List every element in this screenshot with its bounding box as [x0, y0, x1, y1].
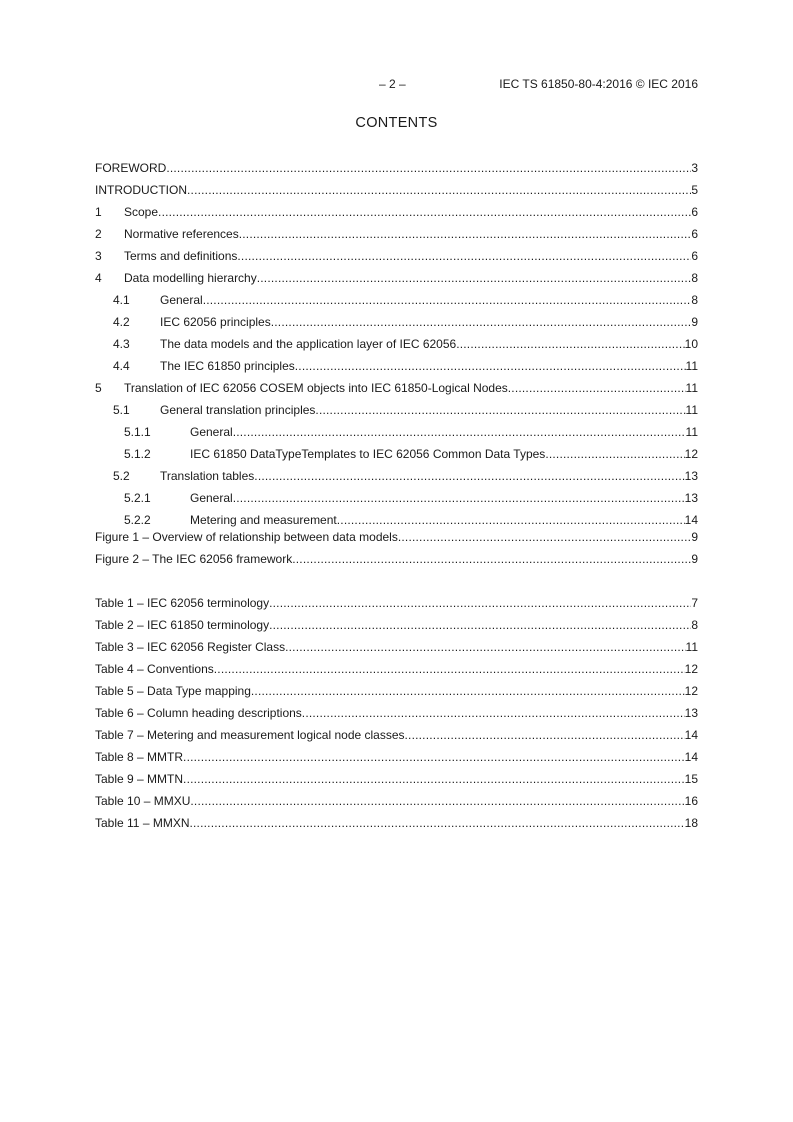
dot-leader: [183, 768, 685, 790]
toc-entry[interactable]: [95, 201, 698, 223]
dot-leader: [292, 548, 691, 570]
toc-entry-label: Figure 1 – Overview of relationship between data models: [95, 530, 398, 544]
toc-entry-page: 16: [684, 794, 698, 808]
toc-entry-page: 9: [691, 315, 698, 329]
toc-entry-page: 8: [691, 618, 698, 632]
list-of-figures: [95, 526, 698, 570]
dot-leader: [189, 812, 684, 834]
toc-entry-page: 18: [684, 816, 698, 830]
toc-entry-label: Metering and measurement: [190, 513, 337, 527]
toc-entry-page: 11: [685, 640, 698, 654]
dot-leader: [183, 746, 685, 768]
toc-entry-page: 11: [685, 425, 698, 439]
toc-entry[interactable]: [95, 289, 698, 311]
toc-entry-number: 4.1: [113, 293, 130, 307]
dot-leader: [508, 377, 686, 399]
toc-entry-page: 9: [691, 530, 698, 544]
toc-entry-label: General: [160, 293, 203, 307]
toc-entry-page: 3: [691, 161, 698, 175]
dot-leader: [233, 487, 685, 509]
table-list-entry[interactable]: [95, 592, 698, 614]
toc-entry-label: INTRODUCTION: [95, 183, 187, 197]
toc-entry-number: 5.2: [113, 469, 130, 483]
figure-list-entry[interactable]: [95, 548, 698, 570]
toc-entry[interactable]: [95, 487, 698, 509]
dot-leader: [398, 526, 691, 548]
table-list-entry[interactable]: [95, 746, 698, 768]
toc-entry-number: 5.1: [113, 403, 130, 417]
toc-entry-label: Table 8 – MMTR: [95, 750, 184, 764]
toc-entry[interactable]: [95, 355, 698, 377]
toc-entry[interactable]: [95, 245, 698, 267]
toc-entry-label: Translation of IEC 62056 COSEM objects into IEC 61850-Logical Nodes: [124, 381, 508, 395]
toc-entry-label: FOREWORD: [95, 161, 167, 175]
toc-entry-label: Scope: [124, 205, 159, 219]
dot-leader: [203, 289, 692, 311]
toc-entry-label: Table 7 – Metering and measurement logical node classes: [95, 728, 405, 742]
toc-entry-page: 6: [691, 249, 698, 263]
header-page-number: – 2 –: [379, 77, 406, 91]
dot-leader: [545, 443, 684, 465]
dot-leader: [214, 658, 685, 680]
dot-leader: [257, 267, 692, 289]
toc-entry[interactable]: [95, 399, 698, 421]
toc-entry-label: General translation principles: [160, 403, 316, 417]
table-list-entry[interactable]: [95, 790, 698, 812]
toc-entry[interactable]: [95, 443, 698, 465]
toc-entry[interactable]: [95, 179, 698, 201]
dot-leader: [237, 245, 691, 267]
table-list-entry[interactable]: [95, 636, 698, 658]
toc-entry[interactable]: [95, 377, 698, 399]
toc-entry-label: Table 4 – Conventions: [95, 662, 214, 676]
toc-entry[interactable]: [95, 311, 698, 333]
toc-entry-label: The IEC 61850 principles: [160, 359, 295, 373]
toc-entry-page: 6: [691, 205, 698, 219]
table-list-entry[interactable]: [95, 812, 698, 834]
toc-entry-number: 4.2: [113, 315, 130, 329]
toc-entry-label: Table 1 – IEC 62056 terminology: [95, 596, 270, 610]
toc-entry-page: 6: [691, 227, 698, 241]
toc-entry-number: 4.3: [113, 337, 130, 351]
dot-leader: [166, 157, 691, 179]
toc-entry-number: 4: [95, 271, 102, 285]
dot-leader: [271, 311, 692, 333]
toc-entry-label: General: [190, 425, 233, 439]
toc-entry-page: 11: [685, 403, 698, 417]
toc-entry[interactable]: [95, 267, 698, 289]
page-header: [95, 76, 698, 92]
toc-entry-label: General: [190, 491, 233, 505]
toc-entry-label: IEC 62056 principles: [160, 315, 271, 329]
toc-entry-page: 13: [684, 706, 698, 720]
toc-entry-page: 14: [684, 513, 698, 527]
dot-leader: [251, 680, 685, 702]
toc-entry-label: Table 3 – IEC 62056 Register Class: [95, 640, 286, 654]
toc-entry-number: 4.4: [113, 359, 130, 373]
toc-entry-number: 1: [95, 205, 102, 219]
toc-entry-label: The data models and the application layer of IEC 62056: [160, 337, 457, 351]
toc-entry[interactable]: [95, 421, 698, 443]
list-of-tables: [95, 592, 698, 834]
toc-entry-page: 5: [691, 183, 698, 197]
toc-entry-page: 12: [684, 447, 698, 461]
toc-entry-page: 11: [685, 359, 698, 373]
toc-entry-number: 2: [95, 227, 102, 241]
toc-entry-label: Translation tables: [160, 469, 255, 483]
toc-entry-label: Table 9 – MMTN: [95, 772, 184, 786]
toc-entry-label: IEC 61850 DataTypeTemplates to IEC 62056 Common Data Types: [190, 447, 546, 461]
figure-list-entry[interactable]: [95, 526, 698, 548]
toc-entry-label: Figure 2 – The IEC 62056 framework: [95, 552, 293, 566]
table-list-entry[interactable]: [95, 614, 698, 636]
toc-entry-page: 13: [684, 469, 698, 483]
toc-entry-number: 5.2.1: [124, 491, 151, 505]
dot-leader: [315, 399, 685, 421]
toc-entry-page: 10: [684, 337, 698, 351]
table-of-contents: [95, 157, 698, 531]
toc-entry-label: Table 6 – Column heading descriptions: [95, 706, 302, 720]
toc-entry-page: 14: [684, 728, 698, 742]
toc-entry[interactable]: [95, 157, 698, 179]
toc-entry-page: 7: [691, 596, 698, 610]
toc-entry[interactable]: [95, 223, 698, 245]
toc-entry-number: 3: [95, 249, 102, 263]
dot-leader: [302, 702, 685, 724]
dot-leader: [285, 636, 685, 658]
toc-entry-label: Data modelling hierarchy: [124, 271, 257, 285]
toc-entry[interactable]: [95, 333, 698, 355]
dot-leader: [254, 465, 684, 487]
toc-entry-number: 5.2.2: [124, 513, 151, 527]
toc-entry-label: Terms and definitions: [124, 249, 238, 263]
header-standard-id: IEC TS 61850-80-4:2016 © IEC 2016: [499, 77, 698, 91]
table-list-entry[interactable]: [95, 768, 698, 790]
toc-entry-page: 11: [685, 381, 698, 395]
toc-entry-number: 5.1.1: [124, 425, 151, 439]
table-list-entry[interactable]: [95, 680, 698, 702]
toc-entry-label: Table 11 – MMXN: [95, 816, 190, 830]
toc-entry-number: 5: [95, 381, 102, 395]
toc-entry-label: Table 2 – IEC 61850 terminology: [95, 618, 270, 632]
toc-entry-page: 12: [684, 662, 698, 676]
table-list-entry[interactable]: [95, 702, 698, 724]
table-list-entry[interactable]: [95, 658, 698, 680]
toc-entry-page: 13: [684, 491, 698, 505]
dot-leader: [187, 179, 691, 201]
toc-entry[interactable]: [95, 465, 698, 487]
toc-entry-page: 15: [684, 772, 698, 786]
dot-leader: [269, 614, 691, 636]
toc-entry-page: 8: [691, 271, 698, 285]
dot-leader: [158, 201, 691, 223]
dot-leader: [405, 724, 685, 746]
table-list-entry[interactable]: [95, 724, 698, 746]
dot-leader: [239, 223, 692, 245]
toc-entry-page: 8: [691, 293, 698, 307]
dot-leader: [190, 790, 684, 812]
dot-leader: [456, 333, 684, 355]
dot-leader: [269, 592, 691, 614]
toc-entry-number: 5.1.2: [124, 447, 151, 461]
dot-leader: [295, 355, 686, 377]
dot-leader: [233, 421, 686, 443]
toc-entry-label: Table 10 – MMXU: [95, 794, 191, 808]
toc-entry-page: 9: [691, 552, 698, 566]
toc-entry-label: Table 5 – Data Type mapping: [95, 684, 251, 698]
toc-entry-label: Normative references: [124, 227, 239, 241]
toc-entry-page: 14: [684, 750, 698, 764]
page-title: CONTENTS: [355, 115, 438, 131]
toc-entry-page: 12: [684, 684, 698, 698]
